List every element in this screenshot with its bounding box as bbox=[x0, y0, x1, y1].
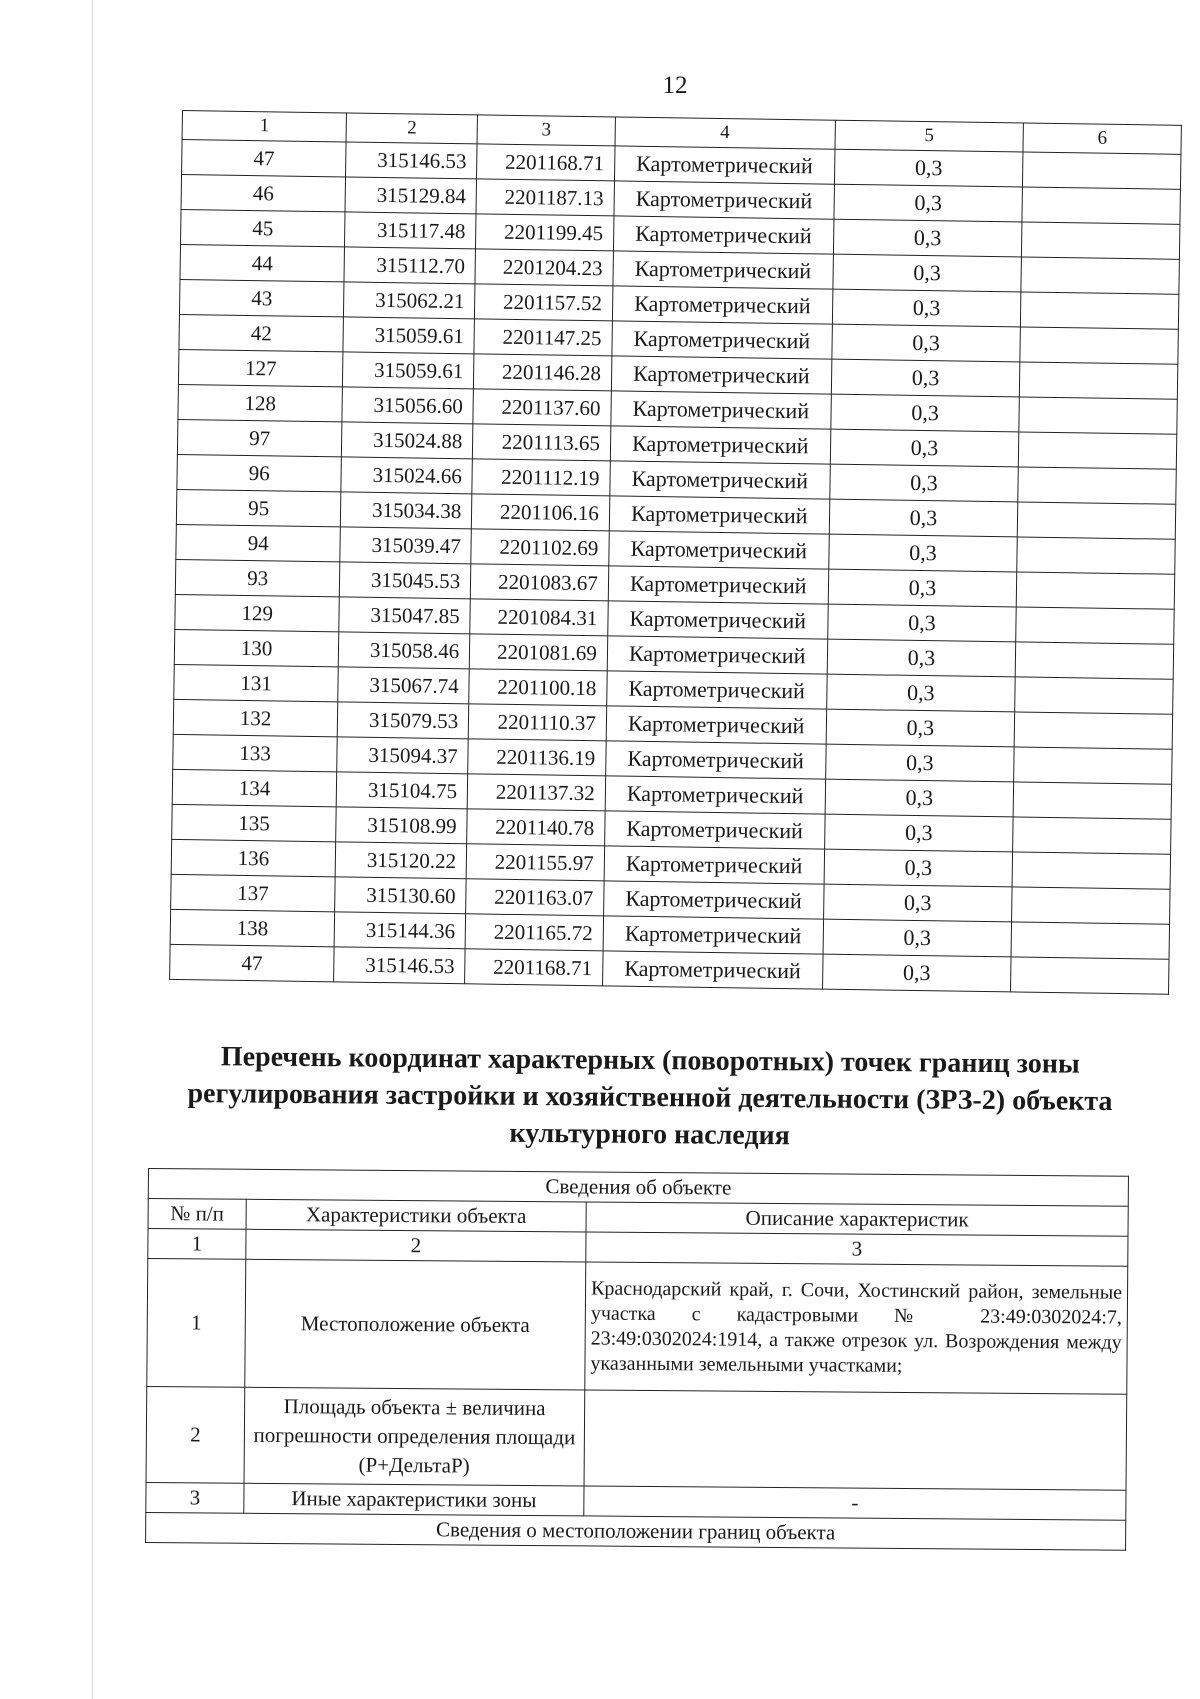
object-info-table bbox=[145, 1168, 1129, 1551]
determination-method: Картометрический bbox=[613, 251, 833, 289]
coordinate-y: 2201163.07 bbox=[466, 879, 604, 916]
header-characteristics: Характеристики объекта bbox=[246, 1199, 586, 1232]
coordinates-table-wrapper bbox=[169, 110, 1182, 995]
coordinate-y: 2201147.25 bbox=[474, 319, 612, 356]
point-number: 94 bbox=[176, 524, 341, 561]
determination-method: Картометрический bbox=[610, 426, 830, 464]
determination-method: Картометрический bbox=[603, 916, 823, 954]
determination-method: Картометрический bbox=[607, 671, 827, 709]
point-number: 42 bbox=[179, 314, 344, 351]
determination-method: Картометрический bbox=[605, 776, 825, 814]
point-number: 134 bbox=[172, 769, 337, 806]
accuracy-value: 0,3 bbox=[827, 604, 1016, 642]
point-number: 129 bbox=[175, 594, 340, 631]
section-title-line: регулирования застройки и хозяйственной деятельности (ЗРЗ-2) объекта bbox=[187, 1077, 1113, 1118]
note-cell bbox=[1019, 397, 1177, 434]
coordinate-x: 315108.99 bbox=[336, 807, 467, 844]
point-number: 130 bbox=[174, 629, 339, 666]
accuracy-value: 0,3 bbox=[825, 779, 1014, 817]
determination-method: Картометрический bbox=[604, 846, 824, 884]
coordinates-table bbox=[169, 110, 1182, 995]
determination-method: Картометрический bbox=[609, 531, 829, 569]
coordinate-y: 2201155.97 bbox=[466, 844, 604, 881]
determination-method: Картометрический bbox=[607, 636, 827, 674]
row-value bbox=[584, 1390, 1127, 1490]
coordinate-x: 315059.61 bbox=[343, 352, 474, 389]
point-number: 138 bbox=[170, 909, 335, 946]
note-cell bbox=[1015, 642, 1173, 679]
row-name: Местоположение объекта bbox=[245, 1259, 586, 1390]
header-description: Описание характеристик bbox=[586, 1202, 1128, 1236]
coordinate-x: 315024.88 bbox=[342, 422, 473, 459]
point-number: 137 bbox=[171, 874, 336, 911]
determination-method: Картометрический bbox=[606, 741, 826, 779]
column-header: 1 bbox=[182, 111, 347, 142]
note-cell bbox=[1017, 572, 1175, 609]
note-cell bbox=[1011, 922, 1169, 959]
coordinate-x: 315058.46 bbox=[339, 632, 470, 669]
note-cell bbox=[1012, 887, 1170, 924]
note-cell bbox=[1015, 677, 1173, 714]
accuracy-value: 0,3 bbox=[832, 324, 1021, 362]
info-footer-caption: Сведения о местоположении границ объекта bbox=[146, 1512, 1126, 1550]
info-row-location bbox=[147, 1259, 1128, 1395]
coordinate-x: 315104.75 bbox=[336, 772, 467, 809]
determination-method: Картометрический bbox=[602, 951, 822, 989]
coordinate-y: 2201168.71 bbox=[477, 144, 615, 181]
note-cell bbox=[1018, 502, 1176, 539]
accuracy-value: 0,3 bbox=[829, 464, 1018, 502]
info-footer-row bbox=[146, 1512, 1126, 1550]
scan-margin-line bbox=[92, 0, 93, 1699]
coordinate-y: 2201157.52 bbox=[475, 284, 613, 321]
determination-method: Картометрический bbox=[608, 566, 828, 604]
column-number: 1 bbox=[148, 1229, 246, 1260]
row-name: Иные характеристики зоны bbox=[244, 1483, 584, 1516]
coordinate-y: 2201106.16 bbox=[472, 494, 610, 531]
section-title bbox=[150, 1038, 1151, 1158]
coordinate-x: 315045.53 bbox=[340, 562, 471, 599]
coordinate-x: 315056.60 bbox=[342, 387, 473, 424]
note-cell bbox=[1020, 327, 1178, 364]
determination-method: Картометрический bbox=[612, 286, 832, 324]
accuracy-value: 0,3 bbox=[830, 429, 1019, 467]
accuracy-value: 0,3 bbox=[824, 814, 1013, 852]
row-num: 1 bbox=[147, 1259, 246, 1388]
note-cell bbox=[1020, 362, 1178, 399]
column-header: 4 bbox=[615, 117, 835, 149]
coordinate-y: 2201100.18 bbox=[469, 669, 607, 706]
page-number: 12 bbox=[662, 72, 688, 99]
column-number: 2 bbox=[246, 1229, 586, 1262]
determination-method: Картометрический bbox=[610, 461, 830, 499]
note-cell bbox=[1022, 187, 1180, 224]
column-header: 5 bbox=[835, 120, 1024, 152]
header-num: № п/п bbox=[148, 1199, 246, 1230]
note-cell bbox=[1013, 817, 1171, 854]
coordinate-x: 315062.21 bbox=[344, 282, 475, 319]
note-cell bbox=[1022, 222, 1180, 259]
point-number: 128 bbox=[178, 384, 343, 421]
determination-method: Картометрический bbox=[612, 321, 832, 359]
accuracy-value: 0,3 bbox=[829, 499, 1018, 537]
note-cell bbox=[1017, 537, 1175, 574]
accuracy-value: 0,3 bbox=[833, 219, 1022, 257]
accuracy-value: 0,3 bbox=[828, 569, 1017, 607]
determination-method: Картометрический bbox=[608, 601, 828, 639]
coordinate-y: 2201199.45 bbox=[476, 214, 614, 251]
row-name: Площадь объекта ± величина погрешности определения площади (Р+ДельтаР) bbox=[244, 1387, 585, 1486]
coordinate-y: 2201204.23 bbox=[475, 249, 613, 286]
point-number: 95 bbox=[176, 489, 341, 526]
point-number: 127 bbox=[178, 349, 343, 386]
row-value: Краснодарский край, г. Сочи, Хостинский район, земельные участка с кадастровыми № 23:49:0302024:7, 23:49:0302024:1914, а также отрезок ул. Возрождения между указанными земельными участками; bbox=[585, 1262, 1128, 1394]
note-cell bbox=[1014, 712, 1172, 749]
coordinate-y: 2201113.65 bbox=[473, 424, 611, 461]
coordinate-y: 2201136.19 bbox=[468, 739, 606, 776]
coordinates-body bbox=[170, 140, 1181, 995]
row-value: - bbox=[584, 1486, 1126, 1520]
point-number: 93 bbox=[175, 559, 340, 596]
accuracy-value: 0,3 bbox=[833, 254, 1022, 292]
coordinate-y: 2201146.28 bbox=[474, 354, 612, 391]
determination-method: Картометрический bbox=[613, 216, 833, 254]
determination-method: Картометрический bbox=[611, 356, 831, 394]
note-cell bbox=[1018, 467, 1176, 504]
column-number: 3 bbox=[586, 1232, 1128, 1266]
coordinate-x: 315112.70 bbox=[344, 247, 475, 284]
info-row-area bbox=[146, 1386, 1127, 1490]
accuracy-value: 0,3 bbox=[826, 709, 1015, 747]
note-cell bbox=[1019, 432, 1177, 469]
note-cell bbox=[1011, 957, 1169, 994]
point-number: 97 bbox=[177, 419, 342, 456]
point-number: 96 bbox=[177, 454, 342, 491]
accuracy-value: 0,3 bbox=[834, 184, 1023, 222]
coordinate-y: 2201140.78 bbox=[467, 809, 605, 846]
section-title-line: культурного наследия bbox=[509, 1117, 790, 1152]
coordinate-y: 2201102.69 bbox=[471, 529, 609, 566]
accuracy-value: 0,3 bbox=[832, 289, 1021, 327]
coordinate-x: 315129.84 bbox=[345, 177, 476, 214]
note-cell bbox=[1021, 257, 1179, 294]
accuracy-value: 0,3 bbox=[823, 884, 1012, 922]
info-caption: Сведения об объекте bbox=[148, 1169, 1128, 1207]
coordinate-x: 315034.38 bbox=[341, 492, 472, 529]
coordinate-x: 315146.53 bbox=[334, 947, 465, 984]
accuracy-value: 0,3 bbox=[824, 849, 1013, 887]
accuracy-value: 0,3 bbox=[834, 149, 1023, 187]
coordinate-y: 2201137.32 bbox=[467, 774, 605, 811]
note-cell bbox=[1016, 607, 1174, 644]
determination-method: Картометрический bbox=[604, 811, 824, 849]
accuracy-value: 0,3 bbox=[828, 534, 1017, 572]
note-cell bbox=[1023, 152, 1181, 189]
accuracy-value: 0,3 bbox=[823, 919, 1012, 957]
accuracy-value: 0,3 bbox=[826, 674, 1015, 712]
accuracy-value: 0,3 bbox=[822, 954, 1011, 992]
point-number: 132 bbox=[173, 699, 338, 736]
coordinate-x: 315024.66 bbox=[341, 457, 472, 494]
coordinate-x: 315047.85 bbox=[339, 597, 470, 634]
coordinate-y: 2201137.60 bbox=[473, 389, 611, 426]
determination-method: Картометрический bbox=[611, 391, 831, 429]
coordinate-x: 315130.60 bbox=[335, 877, 466, 914]
point-number: 43 bbox=[179, 279, 344, 316]
coordinate-x: 315094.37 bbox=[337, 737, 468, 774]
accuracy-value: 0,3 bbox=[830, 394, 1019, 432]
determination-method: Картометрический bbox=[606, 706, 826, 744]
point-number: 46 bbox=[181, 175, 346, 212]
coordinate-y: 2201187.13 bbox=[476, 179, 614, 216]
coordinate-x: 315146.53 bbox=[346, 142, 477, 179]
point-number: 136 bbox=[171, 839, 336, 876]
row-num: 3 bbox=[146, 1482, 244, 1513]
determination-method: Картометрический bbox=[614, 146, 834, 184]
accuracy-value: 0,3 bbox=[827, 639, 1016, 677]
accuracy-value: 0,3 bbox=[825, 744, 1014, 782]
column-header: 3 bbox=[477, 115, 615, 146]
point-number: 47 bbox=[170, 944, 335, 981]
coordinate-x: 315117.48 bbox=[345, 212, 476, 249]
coordinate-x: 315120.22 bbox=[335, 842, 466, 879]
coordinate-y: 2201081.69 bbox=[469, 634, 607, 671]
point-number: 44 bbox=[180, 244, 345, 281]
coordinate-x: 315039.47 bbox=[340, 527, 471, 564]
determination-method: Картометрический bbox=[603, 881, 823, 919]
object-info-wrapper bbox=[145, 1168, 1128, 1551]
column-header: 6 bbox=[1023, 123, 1181, 154]
note-cell bbox=[1014, 747, 1172, 784]
point-number: 135 bbox=[172, 804, 337, 841]
point-number: 133 bbox=[173, 734, 338, 771]
coordinate-y: 2201110.37 bbox=[468, 704, 606, 741]
coordinate-y: 2201083.67 bbox=[471, 564, 609, 601]
note-cell bbox=[1021, 292, 1179, 329]
coordinate-y: 2201084.31 bbox=[470, 599, 608, 636]
determination-method: Картометрический bbox=[614, 181, 834, 219]
coordinate-x: 315144.36 bbox=[334, 912, 465, 949]
coordinate-x: 315067.74 bbox=[338, 667, 469, 704]
accuracy-value: 0,3 bbox=[831, 359, 1020, 397]
coordinate-y: 2201168.71 bbox=[465, 949, 603, 986]
determination-method: Картометрический bbox=[609, 496, 829, 534]
column-header: 2 bbox=[346, 113, 477, 144]
point-number: 47 bbox=[182, 140, 347, 177]
note-cell bbox=[1013, 782, 1171, 819]
point-number: 131 bbox=[174, 664, 339, 701]
coordinate-y: 2201165.72 bbox=[465, 914, 603, 951]
coordinate-x: 315079.53 bbox=[337, 702, 468, 739]
coordinate-x: 315059.61 bbox=[343, 317, 474, 354]
section-title-line: Перечень координат характерных (поворотных) точек границ зоны bbox=[220, 1041, 1080, 1080]
row-num: 2 bbox=[146, 1386, 245, 1483]
coordinate-y: 2201112.19 bbox=[472, 459, 610, 496]
point-number: 45 bbox=[181, 209, 346, 246]
note-cell bbox=[1012, 852, 1170, 889]
